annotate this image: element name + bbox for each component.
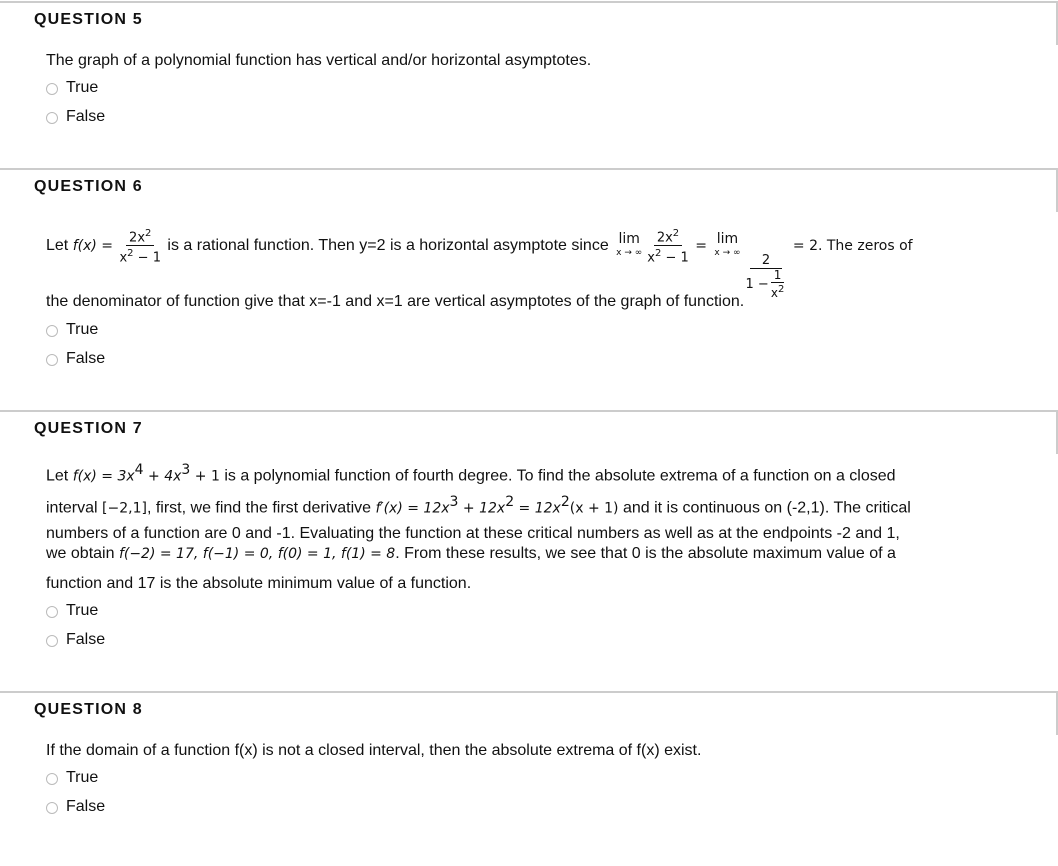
option-label: False — [66, 108, 106, 125]
math: 1 − — [745, 277, 769, 293]
text: is a rational function. Then y=2 is a horizontal asymptote since — [162, 237, 614, 255]
text: . From these results, we see that 0 is the absolute maximum value of a — [395, 545, 896, 562]
text: = 2. The zeros of — [788, 238, 913, 255]
radio-button[interactable] — [46, 606, 58, 618]
text: interval — [46, 499, 103, 517]
option-label: True — [66, 602, 99, 619]
math: 2 — [750, 253, 782, 269]
math: 4 — [134, 462, 144, 478]
question-text: The graph of a polynomial function has vertical and/or horizontal asymptotes. — [46, 52, 592, 69]
option-label: True — [66, 321, 99, 338]
option-label: False — [66, 631, 106, 648]
question-text: the denominator of function give that x=-1 and x=1 are vertical asymptotes of the graph of function. — [46, 293, 745, 310]
radio-button[interactable] — [46, 325, 58, 337]
math: 1 — [771, 269, 785, 283]
math: x — [770, 286, 778, 301]
option-false[interactable] — [46, 630, 105, 650]
math: 2 — [145, 228, 152, 239]
math: 2 — [777, 284, 785, 296]
radio-button[interactable] — [46, 354, 58, 366]
question-text — [46, 492, 1038, 518]
text: , first, we find the first derivative — [146, 499, 376, 517]
option-true[interactable] — [46, 78, 98, 98]
math: x — [647, 250, 655, 266]
math: 2 — [560, 494, 570, 510]
limit — [616, 232, 642, 259]
question-text: If the domain of a function f(x) is not a closed interval, then the absolute extrema of f(x) exist. — [46, 742, 702, 759]
divider — [0, 1, 1057, 3]
question-text — [46, 544, 1038, 564]
math: 2 — [505, 494, 515, 510]
math: 3 — [449, 494, 459, 510]
math: + 4x — [143, 468, 182, 485]
math: 2 — [654, 248, 662, 260]
math: f(x) = 3x — [72, 468, 135, 485]
option-label: False — [66, 798, 106, 815]
divider — [0, 168, 1057, 170]
text: Let — [46, 237, 73, 255]
math: x — [119, 250, 128, 266]
question-text: numbers of a function are 0 and -1. Evaluating the function at these critical numbers as well as at the endpoints -2 and 1, — [46, 525, 900, 542]
math: 2x — [656, 230, 673, 246]
radio-button[interactable] — [46, 802, 58, 814]
math: lim — [716, 231, 739, 248]
math: 3 — [181, 462, 191, 478]
question-title: QUESTION 6 — [34, 178, 143, 195]
math: 2x — [129, 230, 146, 246]
math: (x + 1) — [569, 500, 619, 517]
radio-button[interactable] — [46, 83, 58, 95]
question-text — [46, 460, 1038, 486]
math: − 1 — [661, 250, 689, 266]
math: + 12x — [458, 500, 506, 517]
math: f′(x) = 12x — [375, 500, 450, 517]
math: x → ∞ — [714, 248, 741, 259]
math: f(x) = — [72, 238, 114, 255]
math: 2 — [127, 248, 134, 260]
option-true[interactable] — [46, 320, 98, 340]
math: 2 — [672, 228, 680, 239]
text: is a polynomial function of fourth degree. To find the absolute extrema of a function on a closed — [219, 467, 896, 485]
option-false[interactable] — [46, 797, 105, 817]
question-title: QUESTION 5 — [34, 11, 143, 28]
option-true[interactable] — [46, 768, 98, 788]
question-text: Let f(x) = $\frac{2x^2}{x^2 - 1}$ is a rational function. Then y=2 is a horizontal asymptote since lim x → ∞ $\frac{2x^2}{x^2 - 1}$ = lim x → ∞ 2 1 − $\frac{1}{x^2}$ = 2. The zeros of — [46, 228, 913, 301]
fraction — [647, 226, 689, 266]
fraction — [119, 226, 161, 266]
divider — [0, 691, 1057, 693]
radio-button[interactable] — [46, 112, 58, 124]
radio-button[interactable] — [46, 773, 58, 785]
math: = 12x — [514, 500, 561, 517]
question-text: function and 17 is the absolute minimum value of a function. — [46, 575, 472, 592]
option-label: False — [66, 350, 106, 367]
question-title: QUESTION 8 — [34, 701, 143, 718]
math: f(−2) = 17, f(−1) = 0, f(0) = 1, f(1) = 8 — [118, 546, 396, 562]
math: lim — [618, 231, 640, 248]
divider — [0, 410, 1057, 412]
math: + 1 — [190, 468, 220, 485]
option-false[interactable] — [46, 349, 105, 369]
math: [−2,1] — [102, 500, 147, 517]
text: Let — [46, 467, 73, 485]
math: − 1 — [133, 250, 161, 266]
option-false[interactable] — [46, 107, 105, 127]
option-true[interactable] — [46, 601, 98, 621]
math: x → ∞ — [616, 248, 643, 259]
text: and it is continuous on (-2,1). The critical — [618, 499, 911, 517]
radio-button[interactable] — [46, 635, 58, 647]
limit — [714, 232, 740, 259]
option-label: True — [66, 769, 99, 786]
option-label: True — [66, 79, 99, 96]
question-title: QUESTION 7 — [34, 420, 143, 437]
text: we obtain — [46, 545, 119, 562]
